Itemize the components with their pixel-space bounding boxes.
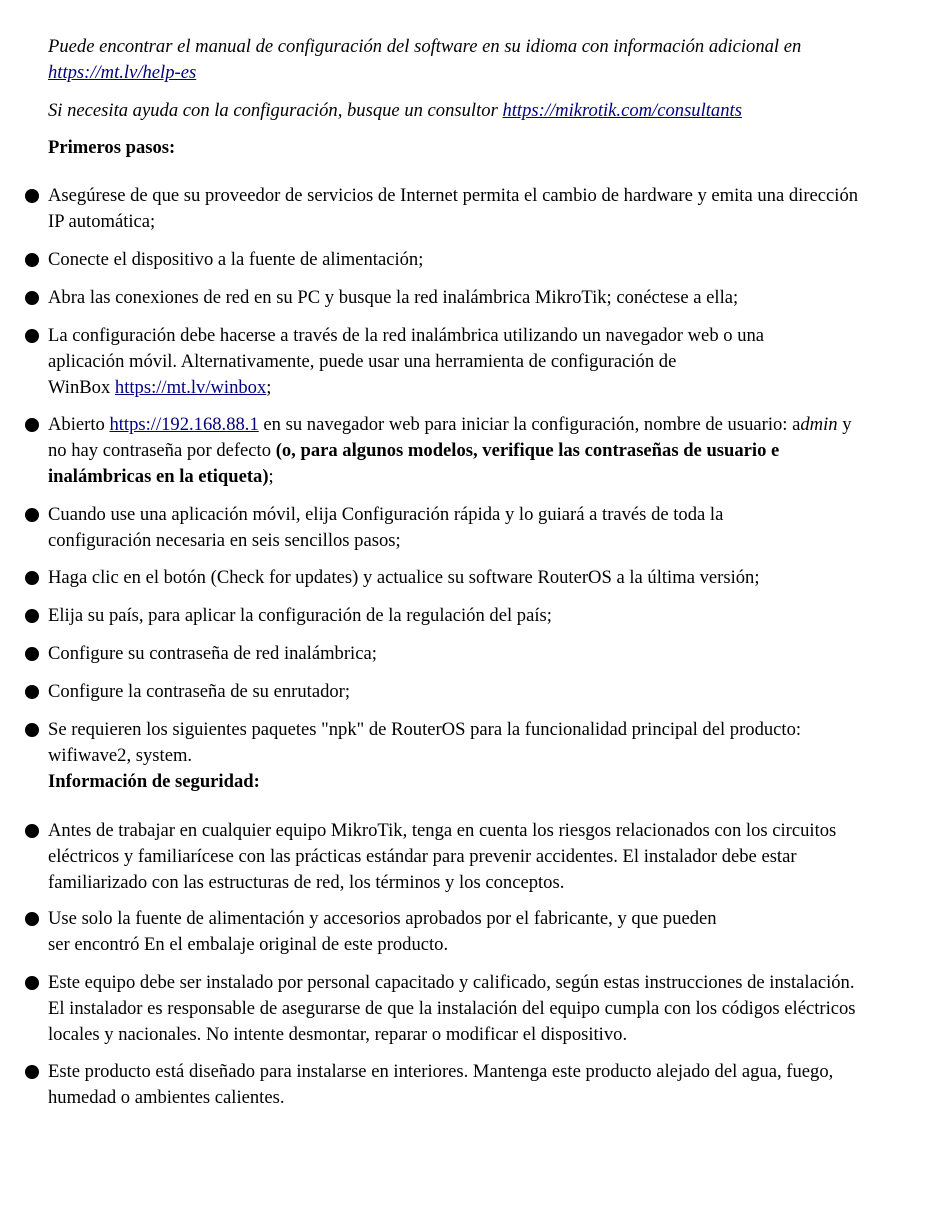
list-item: Configure su contraseña de red inalámbrica; [48, 643, 377, 664]
list-item [48, 906, 860, 958]
list-item: Abra las conexiones de red en su PC y busque la red inalámbrica MikroTik; conéctese a ella; [48, 287, 739, 308]
label-note: (o, para algunos modelos, verifique las contraseñas de usuario e inalámbricas en la etiqueta) [48, 440, 780, 487]
consultant-text: Si necesita ayuda con la configuración, busque un consultor [48, 100, 498, 121]
winbox-label: WinBox [48, 377, 111, 398]
bullet-icon [25, 609, 39, 623]
power-text-line1: Use solo la fuente de alimentación y accesorios aprobados por el fabricante, y que pueden [48, 908, 717, 929]
winbox-link[interactable]: https://mt.lv/winbox [114, 377, 267, 398]
bullet-icon [25, 647, 39, 661]
bullet-icon [25, 912, 39, 926]
bullet-icon [25, 189, 39, 203]
safety-heading: Información de seguridad: [48, 771, 260, 792]
bullet-icon [25, 685, 39, 699]
manual-text: Puede encontrar el manual de configuración del software en su idioma con información adicional en [48, 36, 802, 57]
consultants-link[interactable]: https://mikrotik.com/consultants [502, 100, 742, 121]
consultant-paragraph [48, 98, 908, 124]
bullet-icon [25, 1065, 39, 1079]
help-link[interactable]: https://mt.lv/help-es [48, 62, 197, 83]
list-item [48, 412, 860, 490]
list-item: Haga clic en el botón (Check for updates) y actualice su software RouterOS a la última versión; [48, 567, 760, 588]
open-text: Abierto [48, 414, 105, 435]
first-steps-heading: Primeros pasos: [48, 137, 176, 158]
open-text-end: ; [268, 466, 274, 487]
open-text-mid: en su navegador web para iniciar la configuración, nombre de usuario: [263, 414, 788, 435]
power-text-line2: ser encontró En el embalaje original de este producto. [48, 934, 449, 955]
list-item: Elija su país, para aplicar la configuración de la regulación del país; [48, 605, 552, 626]
bullet-icon [25, 418, 39, 432]
bullet-icon [25, 976, 39, 990]
bullet-icon [25, 571, 39, 585]
bullet-icon [25, 329, 39, 343]
bullet-icon [25, 723, 39, 737]
list-item: Antes de trabajar en cualquier equipo MikroTik, tenga en cuenta los riesgos relacionados con los circuitos eléctricos y familiarícese con las prácticas estándar para prevenir accidentes. El instalador debe estar familiarizado con las estructuras de red, los términos y los conceptos. [48, 820, 837, 893]
username-value: dmin [800, 414, 838, 435]
router-ip-link[interactable]: https://192.168.88.1 [109, 414, 259, 435]
username-prefix: a [792, 414, 801, 435]
list-item: Este equipo debe ser instalado por personal capacitado y calificado, según estas instrucciones de instalación. El instalador es responsable de asegurarse de que la instalación del equipo cumpla con los códigos eléctricos locales y nacionales. No intente desmontar, reparar o modificar el dispositivo. [48, 972, 856, 1045]
winbox-end: ; [266, 377, 272, 398]
bullet-icon [25, 291, 39, 305]
winbox-text: La configuración debe hacerse a través de la red inalámbrica utilizando un navegador web o una aplicación móvil. Alternativamente, puede usar una herramienta de configuración de [48, 325, 765, 372]
list-item: Este producto está diseñado para instalarse en interiores. Mantenga este producto alejado del agua, fuego, humedad o ambientes calientes. [48, 1061, 834, 1108]
list-item [48, 323, 808, 401]
open-text-mid2: y no hay contraseña por defecto [48, 414, 852, 461]
list-item: Se requieren los siguientes paquetes "npk" de RouterOS para la funcionalidad principal del producto: wifiwave2, system. [48, 719, 802, 766]
bullet-icon [25, 508, 39, 522]
bullet-icon [25, 253, 39, 267]
list-item: Configure la contraseña de su enrutador; [48, 681, 351, 702]
manual-paragraph [48, 34, 858, 86]
list-item: Cuando use una aplicación móvil, elija Configuración rápida y lo guiará a través de toda la configuración necesaria en seis sencillos pasos; [48, 504, 724, 551]
list-item: Asegúrese de que su proveedor de servicios de Internet permita el cambio de hardware y emita una dirección IP automática; [48, 185, 859, 232]
bullet-icon [25, 824, 39, 838]
list-item: Conecte el dispositivo a la fuente de alimentación; [48, 249, 424, 270]
